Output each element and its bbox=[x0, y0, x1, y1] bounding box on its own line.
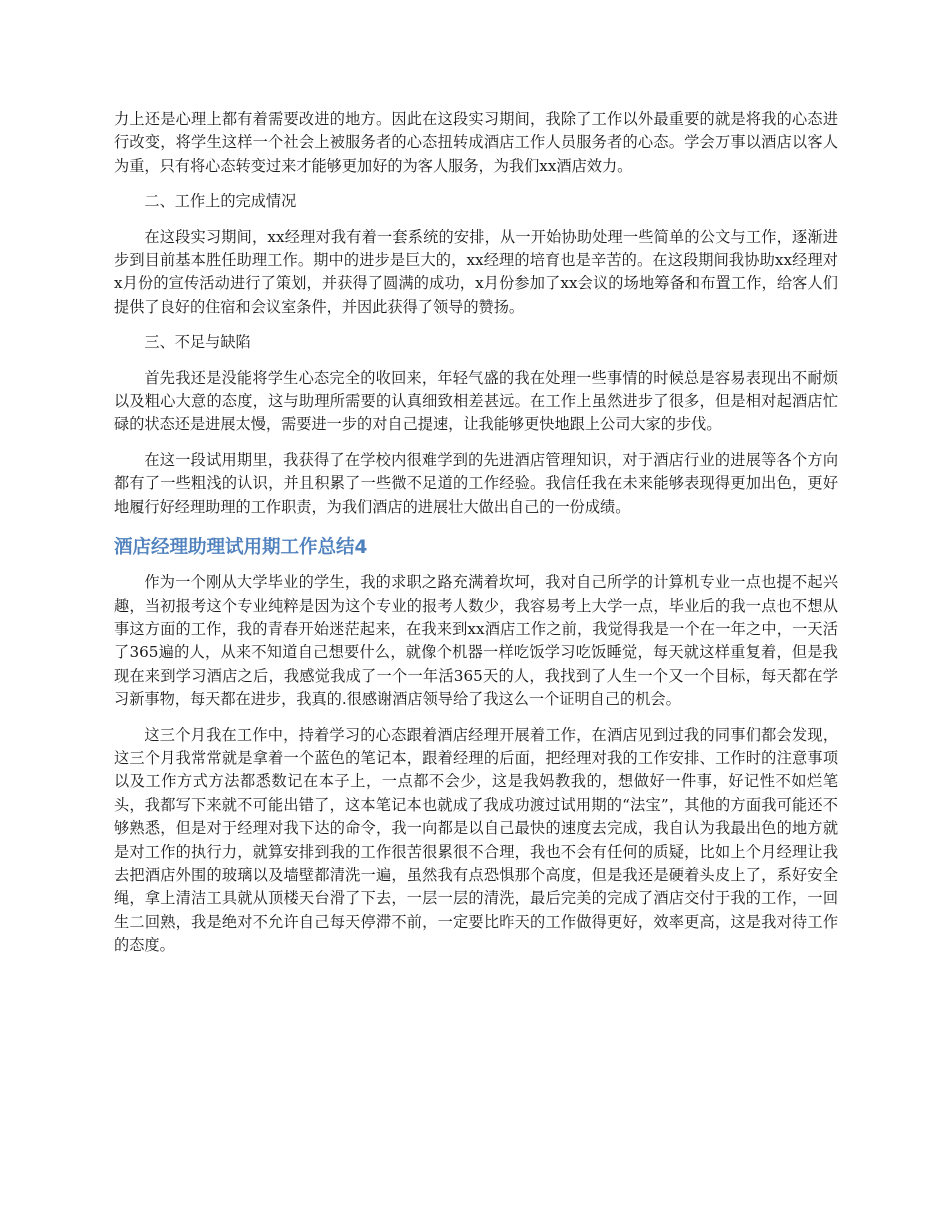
paragraph-introduction: 作为一个刚从大学毕业的学生，我的求职之路充满着坎坷，我对自己所学的计算机专业一点也提不起兴趣，当初报考这个专业纯粹是因为这个专业的报考人数少，我容易考上大学一点，毕业后的我一点也不想从事这方面的工作，我的青春开始迷茫起来，在我来到xx酒店工作之前，我觉得我是一个在一年之中，一天活了365遍的人，从来不知道自己想要什么，就像个机器一样吃饭学习吃饭睡觉，每天就这样重复着，但是我现在来到学习酒店之后，我感觉我成了一个一年活365天的人，我找到了人生一个又一个目标，每天都在学习新事物，每天都在进步，我真的.很感谢酒店领导给了我这么一个证明自己的机会。 bbox=[114, 573, 838, 709]
paragraph-shortcomings: 首先我还是没能将学生心态完全的收回来，年轻气盛的我在处理一些事情的时候总是容易表现出不耐烦以及粗心大意的态度，这与助理所需要的认真细致相差甚远。在工作上虽然进步了很多，但是相对起酒店忙碌的状态还是进展太慢，需要进一步的对自己提速，让我能够更快地跟上公司大家的步伐。 bbox=[114, 368, 838, 434]
paragraph-continued: 力上还是心理上都有着需要改进的地方。因此在这段实习期间，我除了工作以外最重要的就是将我的心态进行改变，将学生这样一个社会上被服务者的心态扭转成酒店工作人员服务者的心态。学会万事以酒店以客人为重，只有将心态转变过来才能够更加好的为客人服务，为我们xx酒店效力。 bbox=[114, 110, 838, 175]
paragraph-work-attitude: 这三个月我在工作中，持着学习的心态跟着酒店经理开展着工作，在酒店见到过我的同事们都会发现，这三个月我常常就是拿着一个蓝色的笔记本，跟着经理的后面，把经理对我的工作安排、工作时的注意事项以及工作方式方法都悉数记在本子上，一点都不会少，这是我妈教我的，想做好一件事，好记性不如烂笔头，我都写下来就不可能出错了，这本笔记本也就成了我成功渡过试用期的“法宝”，其他的方面我可能还不够熟悉，但是对于经理对我下达的命令，我一向都是以自己最快的速度去完成，我自认为我最出色的地方就是对工作的执行力，就算安排到我的工作很苦很累很不合理，我也不会有任何的质疑，比如上个月经理让我去把酒店外围的玻璃以及墙壁都清洗一遍，虽然我有点恐惧那个高度，但是我还是硬着头皮上了，系好安全绳，拿上清洁工具就从顶楼天台滑了下去，一层一层的清洗，最后完美的完成了酒店交付于我的工作，一回生二回熟，我是绝对不允许自己每天停滞不前，一定要比昨天的工作做得更好，效率更高，这是我对待工作的态度。 bbox=[114, 725, 838, 955]
paragraph-conclusion: 在这一段试用期里，我获得了在学校内很难学到的先进酒店管理知识，对于酒店行业的进展等各个方向都有了一些粗浅的认识，并且积累了一些微不足道的工作经验。我信任我在未来能够表现得更加出色，更好地履行好经理助理的工作职责，为我们酒店的进展壮大做出自己的一份成绩。 bbox=[114, 450, 838, 516]
document-title: 酒店经理助理试用期工作总结4 bbox=[114, 537, 368, 559]
section-heading-shortcomings: 三、不足与缺陷 bbox=[144, 333, 251, 352]
section-heading-work-completion: 二、工作上的完成情况 bbox=[144, 192, 297, 211]
document-page bbox=[114, 108, 838, 970]
paragraph-work-completion: 在这段实习期间，xx经理对我有着一套系统的安排，从一开始协助处理一些简单的公文与工作，逐渐进步到目前基本胜任助理工作。期中的进步是巨大的，xx经理的培育也是辛苦的。在这段期间我协助xx经理对x月份的宣传活动进行了策划，并获得了圆满的成功，x月份参加了xx会议的场地筹备和布置工作，给客人们提供了良好的住宿和会议室条件，并因此获得了领导的赞扬。 bbox=[114, 227, 838, 316]
